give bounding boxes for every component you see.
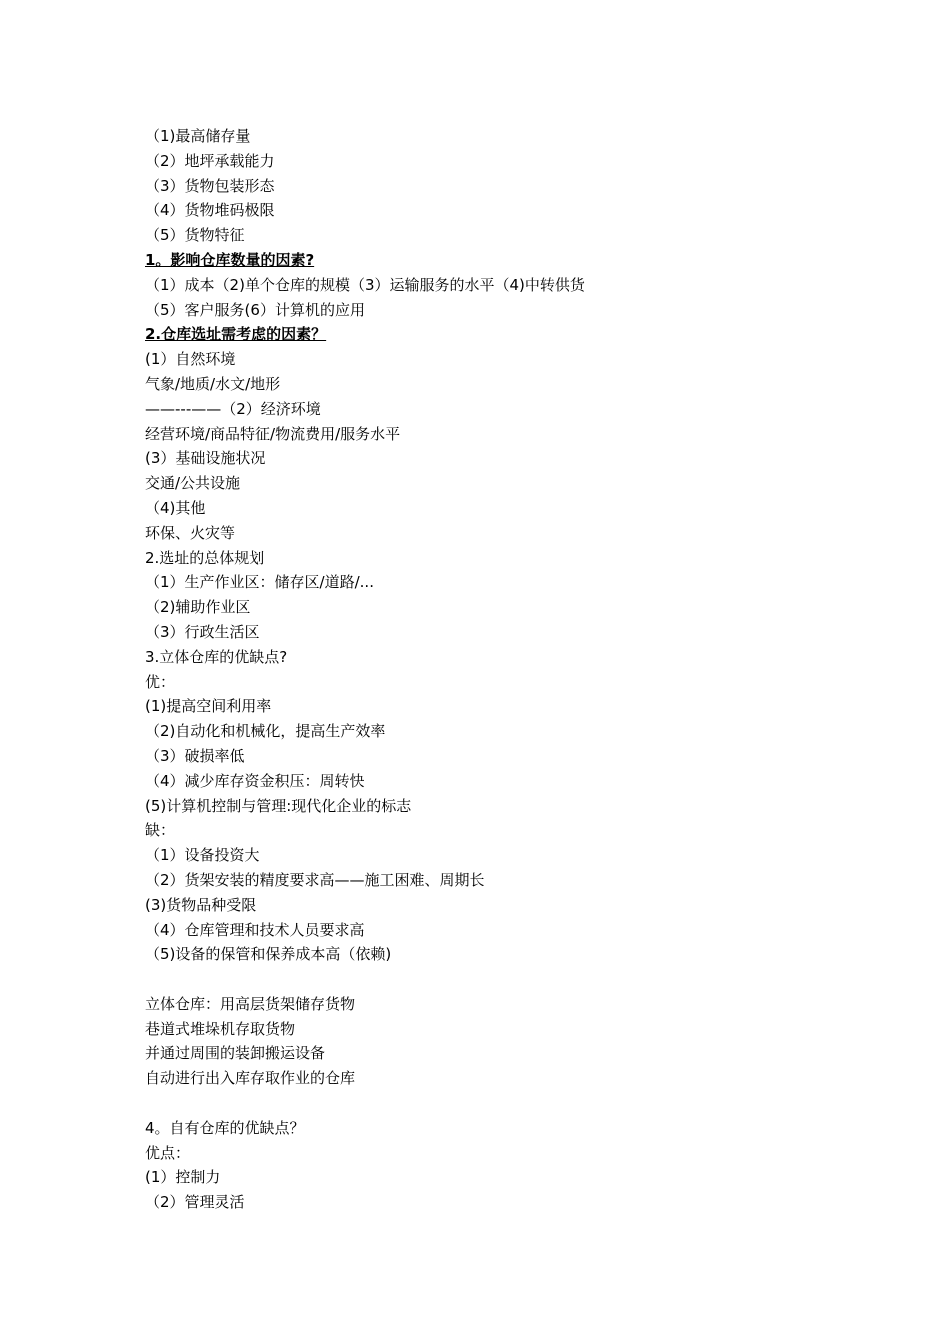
text-line: 自动进行出入库存取作业的仓库 (145, 1069, 356, 1088)
text-line: （3）破损率低 (145, 746, 245, 765)
text-line: （1）成本（2)单个仓库的规模（3）运输服务的水平（4)中转供货 (145, 275, 585, 294)
text-line: （2)辅助作业区 (145, 598, 251, 617)
text-line: （3）货物包装形态 (145, 176, 275, 195)
text-line: 优点： (145, 1143, 191, 1162)
text-line: 巷道式堆垛机存取货物 (145, 1019, 296, 1038)
text-line: (1)提高空间利用率 (145, 697, 272, 716)
text-line: (3)货物品种受限 (145, 895, 257, 914)
text-line: （5）客户服务(6）计算机的应用 (145, 300, 365, 319)
text-line: 环保、火灾等 (145, 523, 236, 542)
text-line: （1）设备投资大 (145, 846, 260, 865)
text-line: (3）基础设施状况 (145, 449, 266, 468)
text-line: 立体仓库：用高层货架储存货物 (145, 994, 356, 1013)
text-line: （4)其他 (145, 498, 206, 517)
text-line: （1）生产作业区：储存区/道路/... (145, 573, 374, 592)
text-line: 气象/地质/水文/地形 (145, 374, 281, 393)
text-line: 2.选址的总体规划 (145, 548, 265, 567)
text-line: 交通/公共设施 (145, 474, 241, 493)
text-line: （5）货物特征 (145, 226, 245, 245)
text-line: （2）货架安装的精度要求高——施工困难、周期长 (145, 870, 485, 889)
text-line: （2)自动化和机械化，提高生产效率 (145, 722, 386, 741)
blank-line (145, 1091, 845, 1116)
text-line: 4。自有仓库的优缺点？ (145, 1118, 305, 1137)
text-line: (5)计算机控制与管理:现代化企业的标志 (145, 796, 412, 815)
text-line: 优： (145, 672, 176, 691)
text-line: （5)设备的保管和保养成本高（依赖) (145, 945, 392, 964)
text-line: （4）仓库管理和技术人员要求高 (145, 920, 365, 939)
text-line: （4）减少库存资金积压：周转快 (145, 771, 365, 790)
text-line: 经营环境/商品特征/物流费用/服务水平 (145, 424, 401, 443)
text-line: （1)最高储存量 (145, 127, 251, 145)
document-body (145, 124, 845, 1215)
text-line: ——---——（2）经济环境 (145, 399, 321, 418)
text-line: （4）货物堆码极限 (145, 201, 275, 220)
blank-line (145, 967, 845, 992)
text-line: （2）地坪承载能力 (145, 151, 275, 170)
text-line: 缺： (145, 821, 176, 840)
text-line: 并通过周围的装卸搬运设备 (145, 1044, 326, 1063)
text-line: (1）控制力 (145, 1168, 221, 1187)
section-heading: 2.仓库选址需考虑的因素？ (145, 325, 327, 344)
text-line: （3）行政生活区 (145, 622, 260, 641)
text-line: (1）自然环境 (145, 350, 236, 369)
text-line: （2）管理灵活 (145, 1193, 245, 1212)
section-heading: 1。影响仓库数量的因素? (145, 250, 315, 269)
text-line: 3.立体仓库的优缺点? (145, 647, 288, 666)
